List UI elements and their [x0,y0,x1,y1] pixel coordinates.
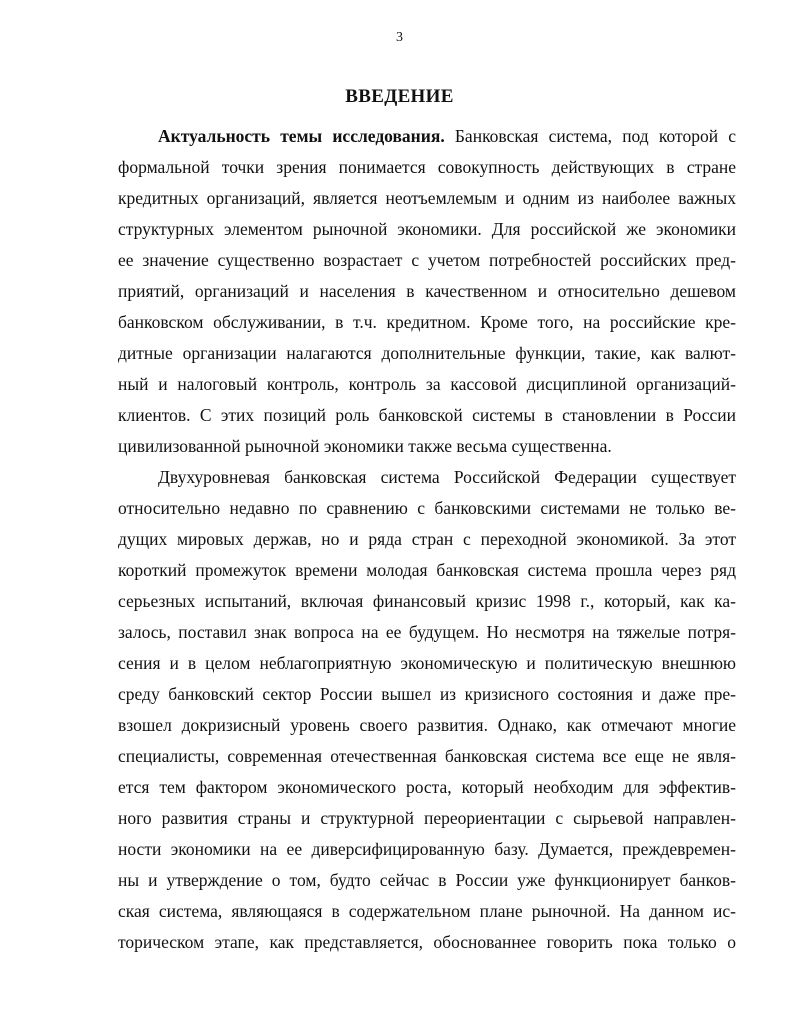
paragraph-line: ный и налоговый контроль, контроль за кассовой дисциплиной организаций- [118,374,736,394]
paragraph-line: среду банковский сектор России вышел из кризисного состояния и даже пре- [118,684,736,704]
paragraph-line: формальной точки зрения понимается совокупность действующих в стране [118,157,736,177]
paragraph-line: сения и в целом неблагоприятную экономическую и политическую внешнюю [118,653,736,673]
paragraph-line: ская система, являющаяся в содержательном плане рыночной. На данном ис- [118,901,736,921]
page-title: ВВЕДЕНИЕ [345,86,454,107]
paragraph-line [158,125,736,147]
paragraph-line: приятий, организаций и населения в качественном и относительно дешевом [118,281,736,301]
paragraph-line: короткий промежуток времени молодая банковская система прошла через ряд [118,560,736,580]
paragraph-line: Двухуровневая банковская система Российской Федерации существует [158,467,736,487]
paragraph-line: специалисты, современная отечественная банковская система все еще не явля- [118,746,736,766]
paragraph-line: ности экономики на ее диверсифицированную базу. Думается, преждевремен- [118,839,736,859]
paragraph-line: ее значение существенно возрастает с учетом потребностей российских пред- [118,250,736,270]
paragraph-line: кредитных организаций, является неотъемлемым и одним из наиболее важных [118,188,736,208]
paragraph-line: относительно недавно по сравнению с банковскими системами не только ве- [118,498,736,518]
paragraph-line: дущих мировых держав, но и ряда стран с переходной экономикой. За этот [118,529,736,549]
paragraph-line-text: Банковская система, под которой с [444,126,737,146]
paragraph-line: ны и утверждение о том, будто сейчас в России уже функционирует банков- [118,870,736,890]
paragraph-line: торическом этапе, как представляется, обоснованнее говорить пока только о [118,932,736,952]
paragraph-line: ного развития страны и структурной переориентации с сырьевой направлен- [118,808,736,828]
paragraph-line: клиентов. С этих позиций роль банковской системы в становлении в России [118,405,736,425]
page-number: 3 [396,30,403,45]
paragraph-line: взошел докризисный уровень своего развития. Однако, как отмечают многие [118,715,736,735]
paragraph-line: структурных элементом рыночной экономики. Для российской же экономики [118,219,736,239]
paragraph-line: банковском обслуживании, в т.ч. кредитном. Кроме того, на российские кре- [118,312,736,332]
paragraph-lead: Актуальность темы исследования. [158,126,445,146]
paragraph-line: серьезных испытаний, включая финансовый кризис 1998 г., который, как ка- [118,591,736,611]
paragraph-line: залось, поставил знак вопроса на ее будущем. Но несмотря на тяжелые потря- [118,622,736,642]
paragraph-line: дитные организации налагаются дополнительные функции, такие, как валют- [118,343,736,363]
paragraph-line: ется тем фактором экономического роста, который необходим для эффектив- [118,777,736,797]
paragraph-line: цивилизованной рыночной экономики также весьма существенна. [118,436,612,456]
